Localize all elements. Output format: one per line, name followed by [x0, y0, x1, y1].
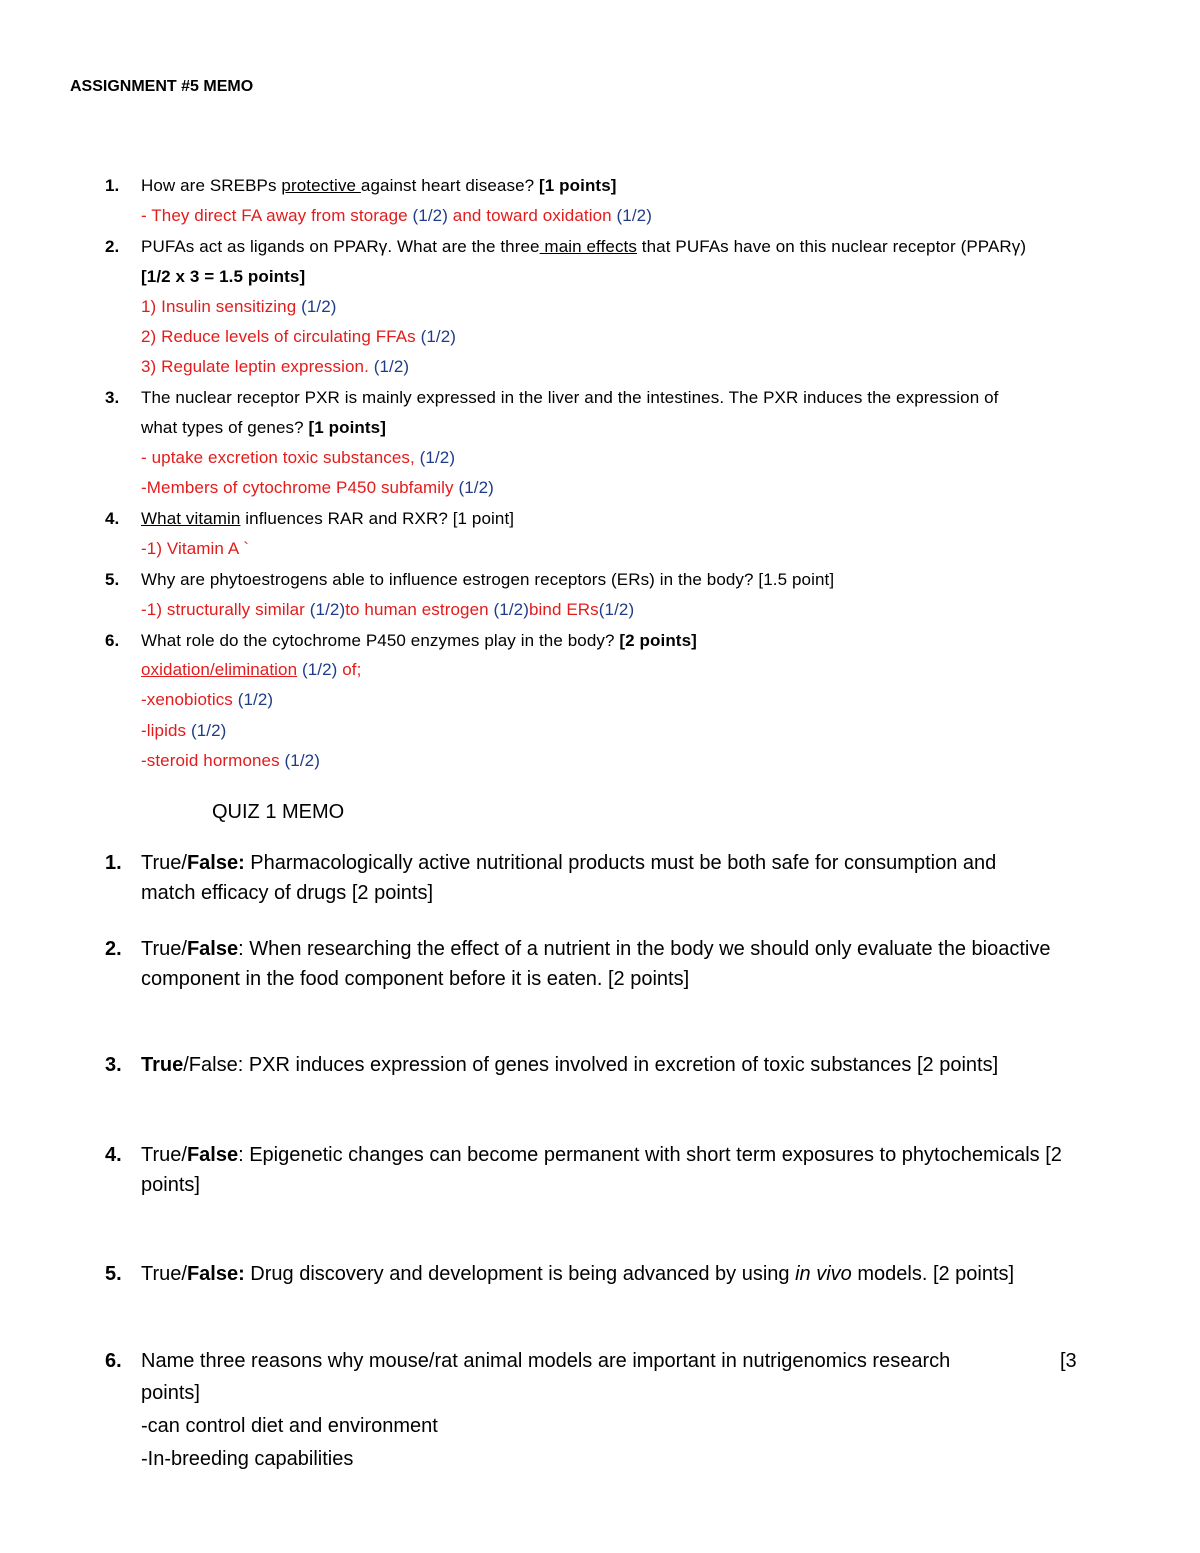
assignment-q5-text: Why are phytoestrogens able to influence estrogen receptors (ERs) in the body? [1.5 point]: [141, 570, 835, 589]
quiz-q6-text: Name three reasons why mouse/rat animal models are important in nutrigenomics research: [141, 1350, 951, 1372]
assignment-q6-answer-2: -lipids (1/2): [141, 721, 227, 740]
question-number: 6.: [105, 631, 120, 650]
assignment-q1-answer: - They direct FA away from storage (1/2) and toward oxidation (1/2): [141, 206, 652, 225]
assignment-q1-text: How are SREBPs protective against heart disease? [1 points]: [141, 176, 617, 195]
question-number: 1.: [105, 852, 122, 874]
assignment-q2-answer-3: 3) Regulate leptin expression. (1/2): [141, 357, 410, 376]
assignment-q6-answer-1: -xenobiotics (1/2): [141, 690, 274, 709]
quiz-q4-text-line2: points]: [141, 1174, 200, 1196]
assignment-q4-answer: -1) Vitamin A `: [141, 539, 249, 558]
question-number: 4.: [105, 509, 120, 528]
assignment-q2-text: PUFAs act as ligands on PPARγ. What are the three main effects that PUFAs have on this nuclear receptor (PPARγ): [141, 237, 1027, 256]
quiz-title: QUIZ 1 MEMO: [212, 801, 345, 823]
question-number: 2.: [105, 938, 122, 960]
assignment-q3-text: The nuclear receptor PXR is mainly expressed in the liver and the intestines. The PXR induces the expression of: [141, 388, 999, 407]
assignment-q5-answer: -1) structurally similar (1/2)to human estrogen (1/2)bind ERs(1/2): [141, 600, 635, 619]
assignment-title: ASSIGNMENT #5 MEMO: [70, 78, 254, 95]
quiz-q2-text: True/False: When researching the effect of a nutrient in the body we should only evaluate the bioactive: [141, 938, 1051, 960]
question-number: 5.: [105, 1263, 122, 1285]
assignment-q3-text-line2: what types of genes? [1 points]: [141, 418, 386, 437]
quiz-q6-answer-2: -In-breeding capabilities: [141, 1448, 354, 1470]
question-number: 3.: [105, 1054, 122, 1076]
quiz-q3-text: True/False: PXR induces expression of genes involved in excretion of toxic substances [2 points]: [141, 1054, 999, 1076]
quiz-q1-text-line2: match efficacy of drugs [2 points]: [141, 882, 434, 904]
assignment-q6-answer-3: -steroid hormones (1/2): [141, 751, 320, 770]
question-number: 6.: [105, 1350, 122, 1372]
assignment-q4-text: What vitamin influences RAR and RXR? [1 point]: [141, 509, 515, 528]
question-number: 4.: [105, 1144, 122, 1166]
assignment-q3-answer-2: -Members of cytochrome P450 subfamily (1/2): [141, 478, 494, 497]
assignment-q6-answer-0: oxidation/elimination (1/2) of;: [141, 660, 362, 679]
quiz-q6-answer-1: -can control diet and environment: [141, 1415, 438, 1437]
question-number: 2.: [105, 237, 120, 256]
quiz-q1-text: True/False: Pharmacologically active nutritional products must be both safe for consumption and: [141, 852, 997, 874]
assignment-q3-answer-1: - uptake excretion toxic substances, (1/2): [141, 448, 456, 467]
assignment-q2-answer-1: 1) Insulin sensitizing (1/2): [141, 297, 337, 316]
quiz-q2-text-line2: component in the food component before it is eaten. [2 points]: [141, 968, 690, 990]
question-number: 3.: [105, 388, 120, 407]
quiz-q6-points-bracket: [3: [1060, 1350, 1077, 1372]
quiz-q6-text-line2: points]: [141, 1382, 200, 1404]
assignment-q2-points: [1/2 x 3 = 1.5 points]: [141, 267, 306, 286]
assignment-q6-text: What role do the cytochrome P450 enzymes play in the body? [2 points]: [141, 631, 697, 650]
question-number: 5.: [105, 570, 120, 589]
quiz-q5-text: True/False: Drug discovery and development is being advanced by using in vivo models. [2 points]: [141, 1263, 1015, 1285]
quiz-q4-text: True/False: Epigenetic changes can become permanent with short term exposures to phytochemicals [2: [141, 1144, 1062, 1166]
question-number: 1.: [105, 176, 120, 195]
assignment-q2-answer-2: 2) Reduce levels of circulating FFAs (1/2): [141, 327, 457, 346]
